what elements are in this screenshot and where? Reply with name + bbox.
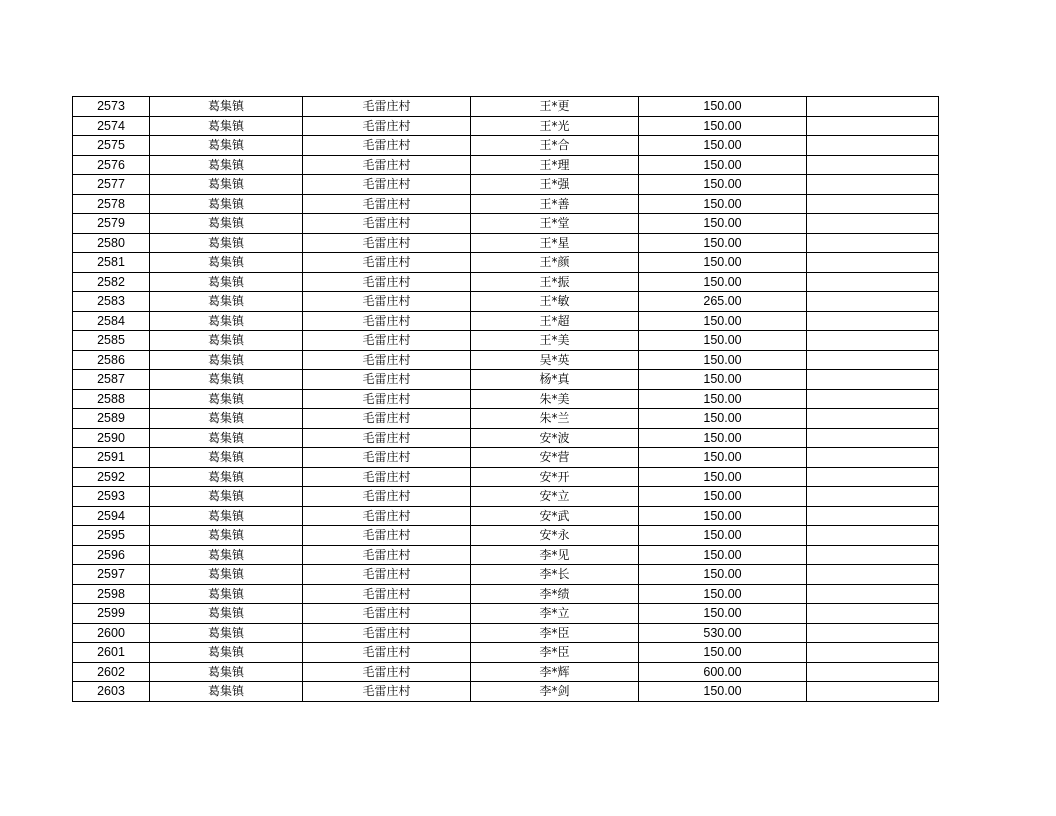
table-row: [73, 272, 939, 292]
town-cell: 葛集镇: [150, 292, 303, 312]
note-cell: [807, 409, 939, 429]
town-cell: 葛集镇: [150, 175, 303, 195]
village-cell: 毛雷庄村: [303, 370, 471, 390]
row-number-cell: 2579: [73, 214, 150, 234]
town-cell: 葛集镇: [150, 682, 303, 702]
subsidy-table: [72, 96, 939, 702]
town-cell: 葛集镇: [150, 214, 303, 234]
row-number-cell: 2586: [73, 350, 150, 370]
note-cell: [807, 331, 939, 351]
table-row: [73, 506, 939, 526]
name-cell: 安*开: [471, 467, 639, 487]
town-cell: 葛集镇: [150, 584, 303, 604]
amount-cell: 265.00: [639, 292, 807, 312]
name-cell: 安*武: [471, 506, 639, 526]
note-cell: [807, 487, 939, 507]
row-number-cell: 2583: [73, 292, 150, 312]
row-number-cell: 2595: [73, 526, 150, 546]
village-cell: 毛雷庄村: [303, 506, 471, 526]
table-row: [73, 584, 939, 604]
name-cell: 李*见: [471, 545, 639, 565]
town-cell: 葛集镇: [150, 409, 303, 429]
name-cell: 安*永: [471, 526, 639, 546]
town-cell: 葛集镇: [150, 350, 303, 370]
name-cell: 朱*美: [471, 389, 639, 409]
amount-cell: 150.00: [639, 155, 807, 175]
village-cell: 毛雷庄村: [303, 272, 471, 292]
table-row: [73, 409, 939, 429]
village-cell: 毛雷庄村: [303, 448, 471, 468]
table-row: [73, 175, 939, 195]
village-cell: 毛雷庄村: [303, 233, 471, 253]
table-row: [73, 370, 939, 390]
amount-cell: 150.00: [639, 214, 807, 234]
amount-cell: 150.00: [639, 584, 807, 604]
note-cell: [807, 526, 939, 546]
village-cell: 毛雷庄村: [303, 389, 471, 409]
name-cell: 李*臣: [471, 623, 639, 643]
note-cell: [807, 175, 939, 195]
row-number-cell: 2576: [73, 155, 150, 175]
row-number-cell: 2601: [73, 643, 150, 663]
row-number-cell: 2597: [73, 565, 150, 585]
note-cell: [807, 233, 939, 253]
note-cell: [807, 428, 939, 448]
amount-cell: 150.00: [639, 643, 807, 663]
row-number-cell: 2577: [73, 175, 150, 195]
table-row: [73, 116, 939, 136]
amount-cell: 150.00: [639, 409, 807, 429]
town-cell: 葛集镇: [150, 370, 303, 390]
note-cell: [807, 214, 939, 234]
village-cell: 毛雷庄村: [303, 331, 471, 351]
town-cell: 葛集镇: [150, 643, 303, 663]
name-cell: 安*立: [471, 487, 639, 507]
row-number-cell: 2584: [73, 311, 150, 331]
village-cell: 毛雷庄村: [303, 682, 471, 702]
table-row: [73, 214, 939, 234]
table-body: [73, 97, 939, 702]
row-number-cell: 2574: [73, 116, 150, 136]
table-row: [73, 233, 939, 253]
name-cell: 王*善: [471, 194, 639, 214]
row-number-cell: 2578: [73, 194, 150, 214]
name-cell: 王*振: [471, 272, 639, 292]
village-cell: 毛雷庄村: [303, 253, 471, 273]
table-row: [73, 643, 939, 663]
table-row: [73, 97, 939, 117]
row-number-cell: 2589: [73, 409, 150, 429]
amount-cell: 150.00: [639, 175, 807, 195]
name-cell: 李*辉: [471, 662, 639, 682]
name-cell: 李*绩: [471, 584, 639, 604]
name-cell: 杨*真: [471, 370, 639, 390]
table-row: [73, 194, 939, 214]
row-number-cell: 2593: [73, 487, 150, 507]
name-cell: 王*强: [471, 175, 639, 195]
row-number-cell: 2594: [73, 506, 150, 526]
note-cell: [807, 584, 939, 604]
amount-cell: 150.00: [639, 136, 807, 156]
town-cell: 葛集镇: [150, 136, 303, 156]
row-number-cell: 2580: [73, 233, 150, 253]
amount-cell: 150.00: [639, 331, 807, 351]
note-cell: [807, 448, 939, 468]
name-cell: 王*堂: [471, 214, 639, 234]
town-cell: 葛集镇: [150, 272, 303, 292]
name-cell: 李*立: [471, 604, 639, 624]
village-cell: 毛雷庄村: [303, 467, 471, 487]
note-cell: [807, 370, 939, 390]
village-cell: 毛雷庄村: [303, 350, 471, 370]
name-cell: 王*美: [471, 331, 639, 351]
town-cell: 葛集镇: [150, 448, 303, 468]
row-number-cell: 2602: [73, 662, 150, 682]
table-row: [73, 389, 939, 409]
note-cell: [807, 136, 939, 156]
name-cell: 王*光: [471, 116, 639, 136]
table-row: [73, 448, 939, 468]
name-cell: 安*营: [471, 448, 639, 468]
table-row: [73, 155, 939, 175]
village-cell: 毛雷庄村: [303, 545, 471, 565]
row-number-cell: 2596: [73, 545, 150, 565]
note-cell: [807, 604, 939, 624]
name-cell: 王*颜: [471, 253, 639, 273]
note-cell: [807, 662, 939, 682]
village-cell: 毛雷庄村: [303, 623, 471, 643]
name-cell: 王*超: [471, 311, 639, 331]
note-cell: [807, 194, 939, 214]
note-cell: [807, 623, 939, 643]
village-cell: 毛雷庄村: [303, 565, 471, 585]
note-cell: [807, 506, 939, 526]
note-cell: [807, 682, 939, 702]
amount-cell: 150.00: [639, 311, 807, 331]
town-cell: 葛集镇: [150, 311, 303, 331]
amount-cell: 150.00: [639, 194, 807, 214]
note-cell: [807, 292, 939, 312]
name-cell: 朱*兰: [471, 409, 639, 429]
amount-cell: 150.00: [639, 467, 807, 487]
town-cell: 葛集镇: [150, 116, 303, 136]
table-row: [73, 136, 939, 156]
village-cell: 毛雷庄村: [303, 643, 471, 663]
amount-cell: 150.00: [639, 487, 807, 507]
amount-cell: 150.00: [639, 428, 807, 448]
village-cell: 毛雷庄村: [303, 428, 471, 448]
note-cell: [807, 467, 939, 487]
note-cell: [807, 272, 939, 292]
name-cell: 王*更: [471, 97, 639, 117]
village-cell: 毛雷庄村: [303, 214, 471, 234]
note-cell: [807, 116, 939, 136]
town-cell: 葛集镇: [150, 428, 303, 448]
table-row: [73, 311, 939, 331]
table-row: [73, 467, 939, 487]
name-cell: 安*波: [471, 428, 639, 448]
note-cell: [807, 545, 939, 565]
table-row: [73, 565, 939, 585]
amount-cell: 150.00: [639, 526, 807, 546]
town-cell: 葛集镇: [150, 604, 303, 624]
town-cell: 葛集镇: [150, 253, 303, 273]
village-cell: 毛雷庄村: [303, 584, 471, 604]
amount-cell: 150.00: [639, 272, 807, 292]
table-row: [73, 604, 939, 624]
row-number-cell: 2581: [73, 253, 150, 273]
row-number-cell: 2585: [73, 331, 150, 351]
village-cell: 毛雷庄村: [303, 526, 471, 546]
amount-cell: 530.00: [639, 623, 807, 643]
name-cell: 王*理: [471, 155, 639, 175]
note-cell: [807, 565, 939, 585]
table-row: [73, 526, 939, 546]
table-row: [73, 292, 939, 312]
town-cell: 葛集镇: [150, 331, 303, 351]
row-number-cell: 2590: [73, 428, 150, 448]
town-cell: 葛集镇: [150, 565, 303, 585]
note-cell: [807, 389, 939, 409]
town-cell: 葛集镇: [150, 194, 303, 214]
town-cell: 葛集镇: [150, 389, 303, 409]
village-cell: 毛雷庄村: [303, 175, 471, 195]
row-number-cell: 2575: [73, 136, 150, 156]
table-row: [73, 428, 939, 448]
village-cell: 毛雷庄村: [303, 292, 471, 312]
note-cell: [807, 155, 939, 175]
amount-cell: 150.00: [639, 97, 807, 117]
village-cell: 毛雷庄村: [303, 604, 471, 624]
amount-cell: 150.00: [639, 506, 807, 526]
name-cell: 李*剑: [471, 682, 639, 702]
note-cell: [807, 97, 939, 117]
name-cell: 吴*英: [471, 350, 639, 370]
village-cell: 毛雷庄村: [303, 409, 471, 429]
name-cell: 李*臣: [471, 643, 639, 663]
table-row: [73, 545, 939, 565]
town-cell: 葛集镇: [150, 545, 303, 565]
note-cell: [807, 350, 939, 370]
amount-cell: 150.00: [639, 233, 807, 253]
amount-cell: 150.00: [639, 370, 807, 390]
amount-cell: 150.00: [639, 565, 807, 585]
village-cell: 毛雷庄村: [303, 662, 471, 682]
row-number-cell: 2599: [73, 604, 150, 624]
row-number-cell: 2600: [73, 623, 150, 643]
note-cell: [807, 253, 939, 273]
town-cell: 葛集镇: [150, 97, 303, 117]
row-number-cell: 2582: [73, 272, 150, 292]
village-cell: 毛雷庄村: [303, 487, 471, 507]
village-cell: 毛雷庄村: [303, 136, 471, 156]
row-number-cell: 2598: [73, 584, 150, 604]
name-cell: 王*合: [471, 136, 639, 156]
village-cell: 毛雷庄村: [303, 194, 471, 214]
village-cell: 毛雷庄村: [303, 116, 471, 136]
amount-cell: 150.00: [639, 545, 807, 565]
table-row: [73, 331, 939, 351]
town-cell: 葛集镇: [150, 526, 303, 546]
village-cell: 毛雷庄村: [303, 311, 471, 331]
name-cell: 王*星: [471, 233, 639, 253]
amount-cell: 150.00: [639, 253, 807, 273]
table-row: [73, 662, 939, 682]
name-cell: 李*长: [471, 565, 639, 585]
table-row: [73, 682, 939, 702]
town-cell: 葛集镇: [150, 155, 303, 175]
table-row: [73, 253, 939, 273]
table-row: [73, 487, 939, 507]
amount-cell: 150.00: [639, 350, 807, 370]
row-number-cell: 2573: [73, 97, 150, 117]
village-cell: 毛雷庄村: [303, 97, 471, 117]
amount-cell: 150.00: [639, 389, 807, 409]
town-cell: 葛集镇: [150, 623, 303, 643]
amount-cell: 150.00: [639, 448, 807, 468]
row-number-cell: 2592: [73, 467, 150, 487]
amount-cell: 150.00: [639, 682, 807, 702]
row-number-cell: 2603: [73, 682, 150, 702]
note-cell: [807, 643, 939, 663]
town-cell: 葛集镇: [150, 662, 303, 682]
village-cell: 毛雷庄村: [303, 155, 471, 175]
amount-cell: 150.00: [639, 604, 807, 624]
note-cell: [807, 311, 939, 331]
row-number-cell: 2588: [73, 389, 150, 409]
amount-cell: 150.00: [639, 116, 807, 136]
name-cell: 王*敏: [471, 292, 639, 312]
row-number-cell: 2591: [73, 448, 150, 468]
row-number-cell: 2587: [73, 370, 150, 390]
table-row: [73, 623, 939, 643]
town-cell: 葛集镇: [150, 467, 303, 487]
amount-cell: 600.00: [639, 662, 807, 682]
town-cell: 葛集镇: [150, 506, 303, 526]
town-cell: 葛集镇: [150, 233, 303, 253]
town-cell: 葛集镇: [150, 487, 303, 507]
table-row: [73, 350, 939, 370]
